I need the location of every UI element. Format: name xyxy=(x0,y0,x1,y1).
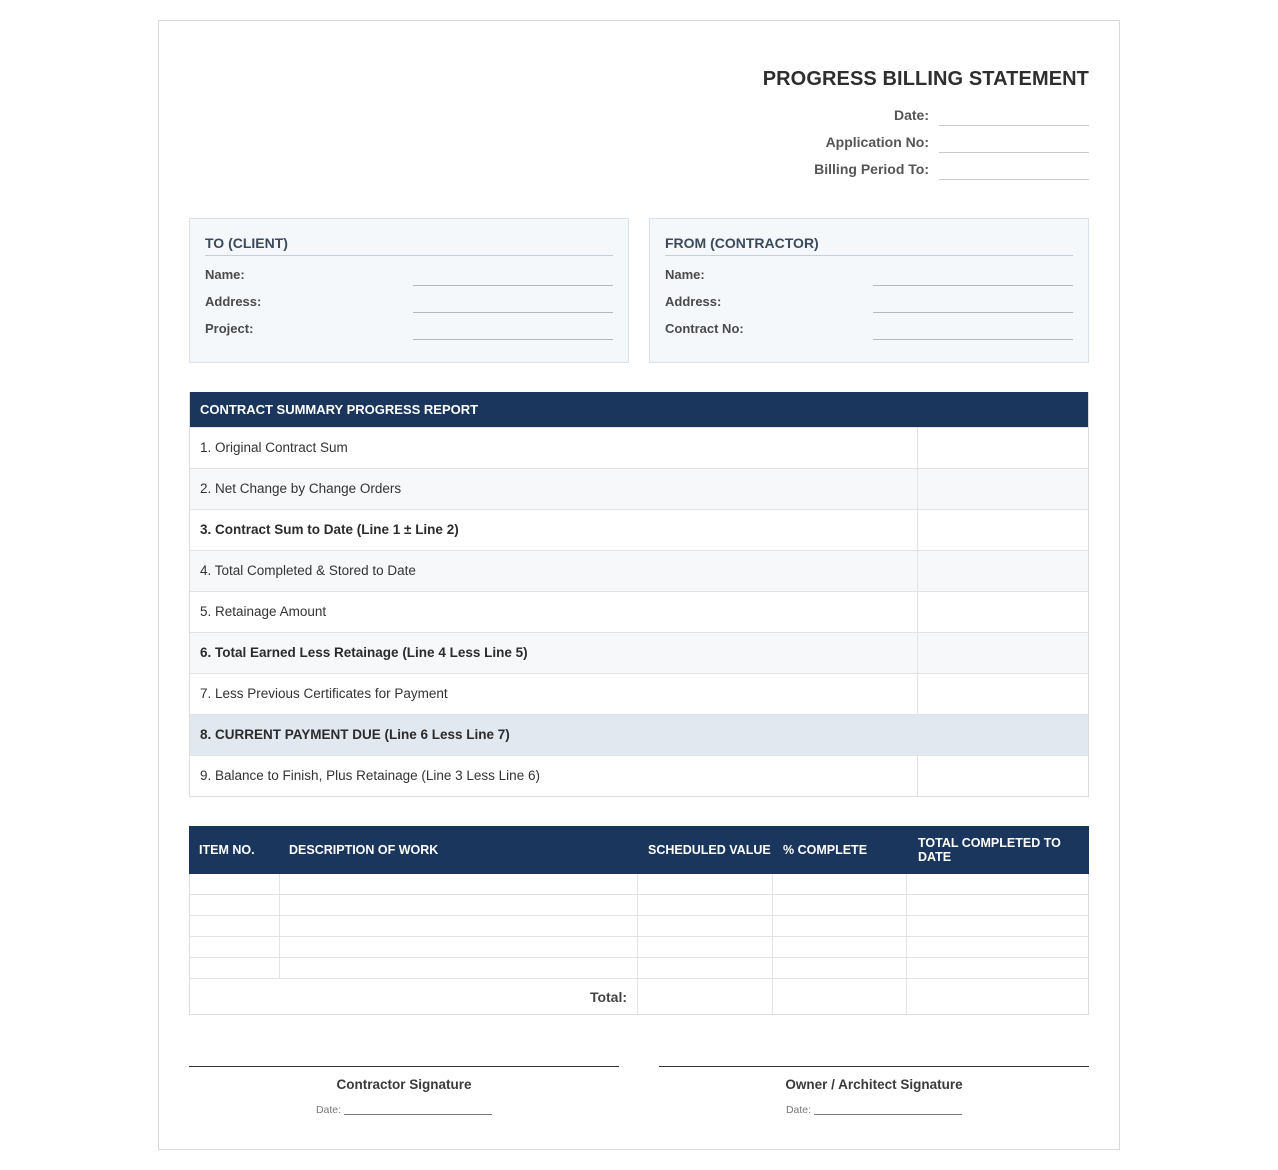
description-cell[interactable] xyxy=(280,916,638,936)
summary-row-value[interactable] xyxy=(918,756,1088,796)
percent-complete-cell[interactable] xyxy=(773,958,908,978)
client-box-title: TO (CLIENT) xyxy=(205,235,613,256)
summary-heading: CONTRACT SUMMARY PROGRESS REPORT xyxy=(190,392,1088,427)
owner-date-input[interactable] xyxy=(814,1114,962,1115)
table-row xyxy=(189,937,1089,958)
summary-row-label: 2. Net Change by Change Orders xyxy=(190,469,918,509)
summary-row-label: 5. Retainage Amount xyxy=(190,592,918,632)
percent-complete-cell[interactable] xyxy=(773,937,908,957)
total-scheduled-value-cell[interactable] xyxy=(638,979,773,1014)
application-no-input[interactable] xyxy=(939,131,1089,153)
description-cell[interactable] xyxy=(280,958,638,978)
total-completed-cell[interactable] xyxy=(907,874,1088,894)
owner-signature-line[interactable] xyxy=(659,1066,1089,1067)
summary-row xyxy=(190,509,1088,550)
contractor-box-title: FROM (CONTRACTOR) xyxy=(665,235,1073,256)
contract-no-label: Contract No: xyxy=(665,321,744,336)
contractor-name-label: Name: xyxy=(665,267,705,282)
date-label: Date: xyxy=(315,1104,342,1116)
owner-signature-date xyxy=(659,1104,1089,1116)
total-completed-cell[interactable] xyxy=(907,979,1088,1014)
summary-row xyxy=(190,427,1088,468)
contract-no-input[interactable] xyxy=(873,339,1073,340)
contract-summary-table xyxy=(189,392,1089,797)
billing-period-label: Billing Period To: xyxy=(814,161,929,177)
item-no-cell[interactable] xyxy=(190,937,280,957)
description-cell[interactable] xyxy=(280,937,638,957)
scheduled-value-cell[interactable] xyxy=(638,895,773,915)
client-address-label: Address: xyxy=(205,294,262,309)
contractor-name-input[interactable] xyxy=(873,285,1073,286)
current-payment-due-row xyxy=(190,714,1088,755)
summary-row-value[interactable] xyxy=(918,428,1088,468)
percent-complete-cell[interactable] xyxy=(773,874,908,894)
item-no-cell[interactable] xyxy=(190,958,280,978)
contractor-address-label: Address: xyxy=(665,294,722,309)
client-name-row xyxy=(205,264,613,286)
contractor-signature-line[interactable] xyxy=(189,1066,619,1067)
client-project-row xyxy=(205,318,613,340)
item-no-cell[interactable] xyxy=(190,916,280,936)
summary-row xyxy=(190,673,1088,714)
contractor-address-row xyxy=(665,291,1073,313)
date-label: Date: xyxy=(785,1104,812,1116)
application-no-row xyxy=(826,129,1089,153)
contractor-signature-block xyxy=(189,1066,619,1116)
contractor-box xyxy=(649,218,1089,363)
total-completed-cell[interactable] xyxy=(907,937,1088,957)
table-row xyxy=(189,916,1089,937)
billing-period-input[interactable] xyxy=(939,158,1089,180)
summary-row-label: 3. Contract Sum to Date (Line 1 ± Line 2) xyxy=(190,510,918,550)
column-header-scheduled-value: SCHEDULED VALUE xyxy=(648,843,771,857)
summary-row-label: 8. CURRENT PAYMENT DUE (Line 6 Less Line 7) xyxy=(200,727,510,742)
client-address-row xyxy=(205,291,613,313)
application-no-label: Application No: xyxy=(825,134,929,150)
total-completed-cell[interactable] xyxy=(907,958,1088,978)
description-cell[interactable] xyxy=(280,874,638,894)
client-name-label: Name: xyxy=(205,267,245,282)
contractor-address-input[interactable] xyxy=(873,312,1073,313)
scheduled-value-cell[interactable] xyxy=(638,937,773,957)
summary-row-label: 9. Balance to Finish, Plus Retainage (Line 3 Less Line 6) xyxy=(190,756,918,796)
total-label: Total: xyxy=(190,979,638,1014)
summary-row xyxy=(190,550,1088,591)
contractor-date-input[interactable] xyxy=(344,1114,492,1115)
summary-row-value[interactable] xyxy=(918,469,1088,509)
total-percent-complete-cell[interactable] xyxy=(773,979,908,1014)
total-row xyxy=(189,979,1089,1015)
summary-row xyxy=(190,591,1088,632)
scheduled-value-cell[interactable] xyxy=(638,874,773,894)
summary-row-value[interactable] xyxy=(918,510,1088,550)
date-input[interactable] xyxy=(939,104,1089,126)
contractor-signature-date xyxy=(189,1104,619,1116)
summary-row-label: 7. Less Previous Certificates for Payment xyxy=(190,674,918,714)
summary-row-label: 6. Total Earned Less Retainage (Line 4 Less Line 5) xyxy=(190,633,918,673)
billing-statement-page xyxy=(158,20,1120,1150)
column-header-item-no: ITEM NO. xyxy=(199,843,255,857)
document-title: PROGRESS BILLING STATEMENT xyxy=(762,68,1089,90)
client-project-input[interactable] xyxy=(413,339,613,340)
summary-row-value[interactable] xyxy=(918,715,1088,755)
item-no-cell[interactable] xyxy=(190,895,280,915)
contractor-signature-label: Contractor Signature xyxy=(336,1077,472,1092)
summary-row-label: 1. Original Contract Sum xyxy=(190,428,918,468)
summary-row xyxy=(190,632,1088,673)
date-label: Date: xyxy=(893,107,929,123)
billing-period-row xyxy=(814,156,1089,180)
summary-row-label: 4. Total Completed & Stored to Date xyxy=(190,551,918,591)
summary-row xyxy=(190,468,1088,509)
work-items-table xyxy=(189,826,1089,1015)
work-table-header xyxy=(189,826,1089,874)
contract-no-row xyxy=(665,318,1073,340)
item-no-cell[interactable] xyxy=(190,874,280,894)
client-name-input[interactable] xyxy=(413,285,613,286)
summary-row xyxy=(190,755,1088,796)
scheduled-value-cell[interactable] xyxy=(638,916,773,936)
summary-row-value[interactable] xyxy=(918,551,1088,591)
description-cell[interactable] xyxy=(280,895,638,915)
client-project-label: Project: xyxy=(205,321,254,336)
contractor-name-row xyxy=(665,264,1073,286)
summary-row-value[interactable] xyxy=(918,674,1088,714)
owner-signature-label: Owner / Architect Signature xyxy=(785,1077,963,1092)
table-row xyxy=(189,958,1089,979)
column-header-percent-complete: % COMPLETE xyxy=(783,843,868,857)
scheduled-value-cell[interactable] xyxy=(638,958,773,978)
table-row xyxy=(189,895,1089,916)
total-completed-cell[interactable] xyxy=(907,916,1088,936)
summary-row-value[interactable] xyxy=(918,592,1088,632)
date-field-row xyxy=(894,102,1089,126)
summary-row-value[interactable] xyxy=(918,633,1088,673)
owner-signature-block xyxy=(659,1066,1089,1116)
client-address-input[interactable] xyxy=(413,312,613,313)
total-completed-cell[interactable] xyxy=(907,895,1088,915)
client-box xyxy=(189,218,629,363)
percent-complete-cell[interactable] xyxy=(773,895,908,915)
column-header-total-completed: TOTAL COMPLETED TO DATE xyxy=(918,836,1061,864)
table-row xyxy=(189,874,1089,895)
column-header-description: DESCRIPTION OF WORK xyxy=(289,843,439,857)
percent-complete-cell[interactable] xyxy=(773,916,908,936)
